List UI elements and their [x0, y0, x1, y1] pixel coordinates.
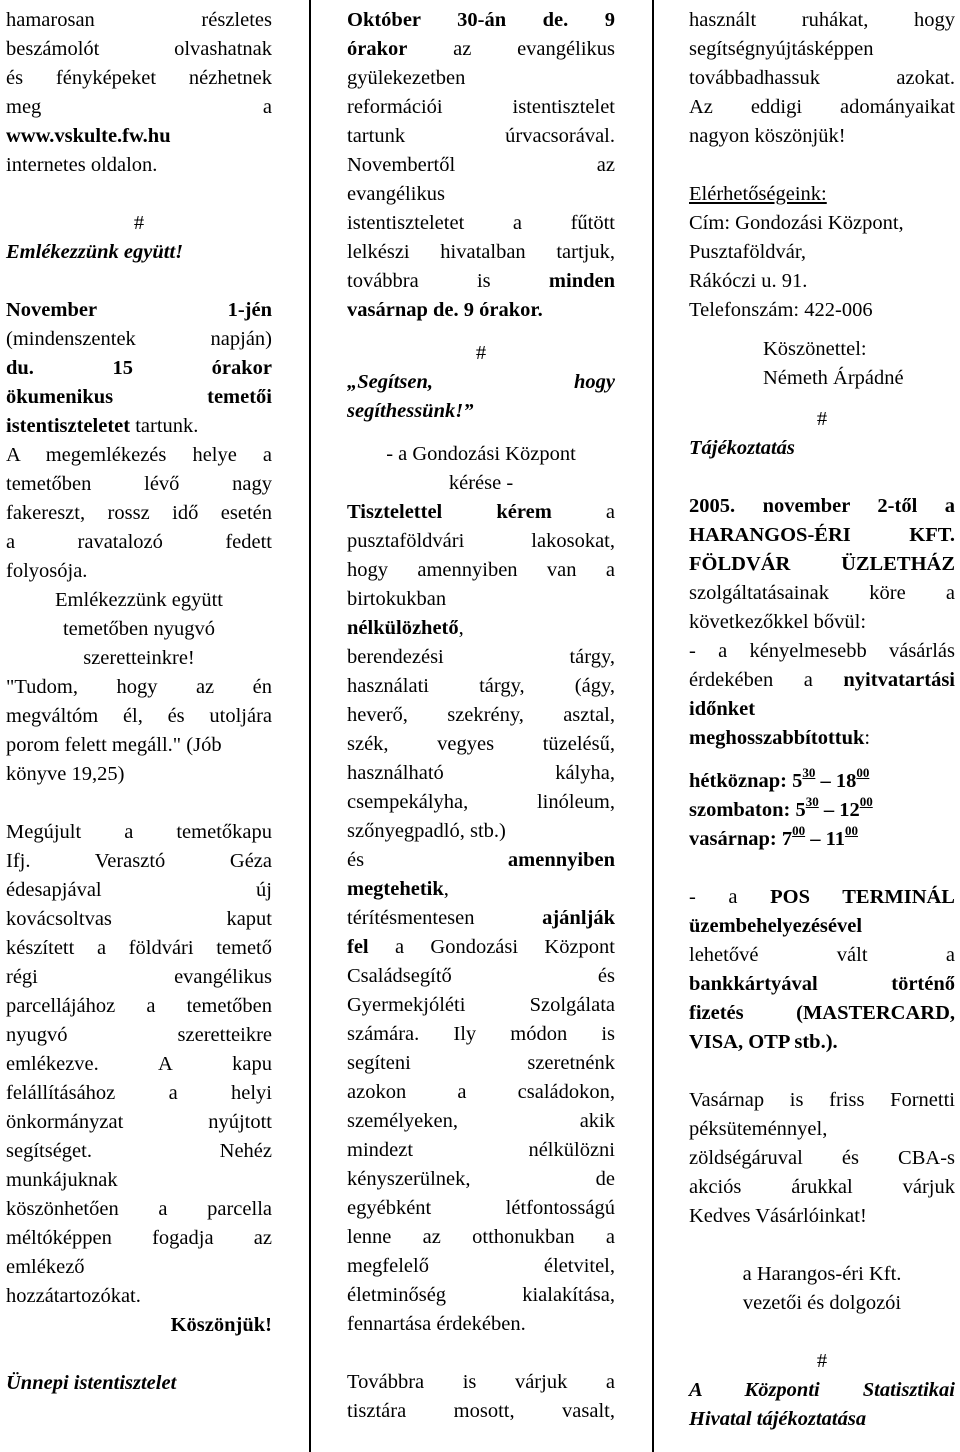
section-heading-remember: Emlékezzünk együtt!	[6, 241, 184, 263]
text-line: November 1-jén	[6, 299, 272, 321]
text-line: A megemlékezés helye a	[6, 444, 272, 466]
address-line: Rákóczi u. 91.	[689, 270, 808, 292]
text-line: nyugvó szeretteikre	[6, 1024, 272, 1046]
text-line: péksüteménnyel,	[689, 1118, 828, 1140]
section-heading-info: Tájékoztatás	[689, 437, 795, 459]
text-line: temetőben lévő nagy	[6, 473, 272, 495]
text-line: Az eddigi adományaikat	[689, 96, 955, 118]
text-line: Kedves Vásárlóinkat!	[689, 1205, 867, 1227]
text-line: Október 30-án de. 9	[347, 9, 615, 31]
text-line: szőnyegpadló, stb.)	[347, 820, 506, 842]
opening-hours-saturday: szombaton: $5^{30} - 12^{00}$	[689, 794, 873, 821]
text-line: heverő, szekrény, asztal,	[347, 704, 615, 726]
text-line: és amennyiben	[347, 849, 615, 871]
section-heading-help	[347, 368, 615, 397]
text-line: Ifj. Verasztó Géza	[6, 850, 272, 872]
text-line: azokon a családokon,	[347, 1081, 615, 1103]
text-line: szolgáltatásainak köre a	[689, 582, 955, 604]
text-line: lenne az otthonukban a	[347, 1226, 615, 1248]
text-line: régi evangélikus	[6, 966, 272, 988]
text-line: bankkártyával történő	[689, 973, 955, 995]
text-line: "Tudom, hogy az én	[6, 676, 272, 698]
contacts-label: Elérhetőségeink:	[689, 183, 827, 205]
heading-part: segíthessünk!”	[347, 400, 474, 422]
text-line: érdekében a nyitvatartási	[689, 669, 955, 691]
text-line: porom felett megáll." (Jób	[6, 734, 222, 756]
text-line: megváltóm él, és utoljára	[6, 705, 272, 727]
text-line: (mindenszentek napján)	[6, 328, 272, 350]
text-line: méltóképpen fogadja az	[6, 1227, 272, 1249]
text-line: lehetővé vált a	[689, 944, 955, 966]
text-line: megfelelő életvitel,	[347, 1255, 615, 1277]
text-line: használati tárgy, (ágy,	[347, 675, 615, 697]
section-separator: #	[133, 212, 145, 234]
text-line: hamarosan részletes	[6, 9, 272, 31]
text-line: hogy amennyiben van a	[347, 559, 615, 581]
text-line: továbbadhassuk azokat.	[689, 67, 955, 89]
text-line: Tisztelettel kérem a	[347, 501, 615, 523]
text-line: lelkészi hivatalban tartjuk,	[347, 241, 615, 263]
text-line: nélkülözhető,	[347, 617, 464, 639]
text-line: nagyon köszönjük!	[689, 125, 846, 147]
text-line: és fényképeket nézhetnek	[6, 67, 272, 89]
company-name: FÖLDVÁR ÜZLETHÁZ	[689, 553, 955, 575]
text-line: könyve 19,25)	[6, 763, 125, 785]
text-line: köszönhetően a parcella	[6, 1198, 272, 1220]
text-line: istentiszteletet tartunk.	[6, 415, 199, 437]
text-line: beszámolót olvashatnak	[6, 38, 272, 60]
text-line: Novembertől az	[347, 154, 615, 176]
text-line: használt ruhákat, hogy	[689, 9, 955, 31]
text-line: Továbbra is várjuk a	[347, 1371, 615, 1393]
text-line: segítséget. Nehéz	[6, 1140, 272, 1162]
column-divider-left	[309, 0, 311, 1452]
text-line: fennartása érdekében.	[347, 1313, 526, 1335]
text-line: a ravatalozó fedett	[6, 531, 272, 553]
text-line: időnket	[689, 698, 756, 720]
signature-name: Németh Árpádné	[763, 367, 904, 389]
text-line: használható kályha,	[347, 762, 615, 784]
text-line: hozzátartozókat.	[6, 1285, 141, 1307]
text-line: fakereszt, rossz idő esetén	[6, 502, 272, 524]
text-line: munkájuknak	[6, 1169, 118, 1191]
section-heading-ksh: A Központi Statisztikai	[689, 1379, 955, 1401]
text-line: gyülekezetben	[347, 67, 466, 89]
text-line: önkormányzat nyújtott	[6, 1111, 272, 1133]
text-line: akciós árukkal várjuk	[689, 1176, 955, 1198]
company-name: HARANGOS-ÉRI KFT.	[689, 524, 955, 546]
text-line: du. 15 órakor	[6, 357, 272, 379]
text-line: emlékező	[6, 1256, 85, 1278]
text-line: tisztára mosott, vasalt,	[347, 1400, 615, 1422]
text-line: Vasárnap is friss Fornetti	[689, 1089, 955, 1111]
opening-hours-weekday: hétköznap: $5^{30} - 18^{00}$	[689, 765, 870, 792]
text-line: meg a	[6, 96, 272, 118]
text-line: számára. Ily módon is	[347, 1023, 615, 1045]
text-line: Emlékezzünk együtt	[55, 589, 223, 611]
column-2	[347, 6, 615, 1426]
text-line: temetőben nyugvó	[62, 618, 215, 640]
signature-line: a Harangos-éri Kft.	[742, 1263, 902, 1285]
section-heading-ksh: Hivatal tájékoztatása	[689, 1408, 867, 1430]
text-line: parcellájához a temetőben	[6, 995, 272, 1017]
text-line: folyosója.	[6, 560, 88, 582]
text-line: szék, vegyes tüzelésű,	[347, 733, 615, 755]
text-line: egyébként létfontosságú	[347, 1197, 615, 1219]
text-line: tartunk úrvacsorával.	[347, 125, 615, 147]
text-line: Köszönettel:	[763, 338, 867, 360]
text-line: Gyermekjóléti Szolgálata	[347, 994, 615, 1016]
text-line: mindezt nélkülözni	[347, 1139, 615, 1161]
text-line: kényszerülnek, de	[347, 1168, 615, 1190]
text-line: berendezési tárgy,	[347, 646, 615, 668]
heading-part: „Segítsen,	[347, 371, 433, 393]
section-separator: #	[816, 1350, 828, 1372]
text-line: 2005. november 2-től a	[689, 495, 955, 517]
column-divider-right	[652, 0, 654, 1452]
text-line: órakor az evangélikus	[347, 38, 615, 60]
text-line: csempekályha, linóleum,	[347, 791, 615, 813]
text-line: Családsegítő és	[347, 965, 615, 987]
text-line: - a Gondozási Központ	[386, 443, 576, 465]
text-line: felállításához a helyi	[6, 1082, 272, 1104]
text-line: birtokukban	[347, 588, 447, 610]
text-line: üzembehelyezésével	[689, 915, 863, 937]
text-line: reformációi istentisztelet	[347, 96, 615, 118]
section-heading-service: Ünnepi istentisztelet	[6, 1372, 177, 1394]
text-line: segítségnyújtásképpen	[689, 38, 874, 60]
column-1	[6, 6, 272, 1398]
section-separator: #	[816, 408, 828, 430]
text-line: pusztaföldvári lakosokat,	[347, 530, 615, 552]
text-line: ökumenikus temetői	[6, 386, 272, 408]
opening-hours-sunday: vasárnap: $7^{00} - 11^{00}$	[689, 823, 858, 850]
text-line: következőkkel bővül:	[689, 611, 867, 633]
text-line: szeretteinkre!	[83, 647, 195, 669]
text-line: térítésmentesen ajánlják	[347, 907, 615, 929]
text-line: emlékezve. A kapu	[6, 1053, 272, 1075]
text-line: életminőség kialakítása,	[347, 1284, 615, 1306]
text-line: személyeken, akik	[347, 1110, 615, 1132]
text-line: kovácsoltvas kaput	[6, 908, 272, 930]
text-line: továbbra is minden	[347, 270, 615, 292]
text-line: Megújult a temetőkapu	[6, 821, 272, 843]
text-line: fizetés (MASTERCARD,	[689, 1002, 955, 1024]
signature-line: vezetői és dolgozói	[742, 1292, 902, 1314]
address-line: Cím: Gondozási Központ,	[689, 212, 904, 234]
text-line: segíteni szeretnénk	[347, 1052, 615, 1074]
text-line: vasárnap de. 9 órakor.	[347, 299, 543, 321]
phone-line: Telefonszám: 422-006	[689, 299, 873, 321]
text-line: internetes oldalon.	[6, 154, 158, 176]
text-line: édesapjával új	[6, 879, 272, 901]
address-line: Pusztaföldvár,	[689, 241, 807, 263]
column-3	[689, 6, 955, 1434]
section-separator: #	[475, 342, 487, 364]
text-line: megtehetik,	[347, 878, 449, 900]
website-link[interactable]: www.vskulte.fw.hu	[6, 125, 171, 147]
text-line: evangélikus	[347, 183, 445, 205]
thanks-text: Köszönjük!	[170, 1314, 272, 1336]
text-line: - a POS TERMINÁL	[689, 886, 955, 908]
text-line: VISA, OTP stb.).	[689, 1031, 838, 1053]
text-line: kérése -	[448, 472, 514, 494]
text-line: zöldségáruval és CBA-s	[689, 1147, 955, 1169]
text-line: - a kényelmesebb vásárlás	[689, 640, 955, 662]
text-line: istentiszteletet a fűtött	[347, 212, 615, 234]
text-line: fel a Gondozási Központ	[347, 936, 615, 958]
text-line: meghosszabbítottuk:	[689, 727, 871, 749]
heading-part: hogy	[574, 371, 615, 393]
text-line: készített a földvári temető	[6, 937, 272, 959]
